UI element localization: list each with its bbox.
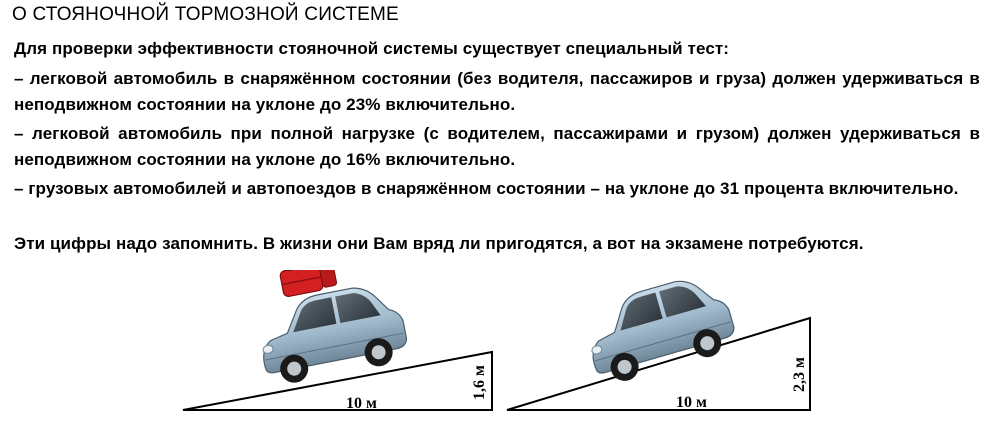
left-base-label: 10 м	[346, 395, 377, 412]
rule-car-unloaded: – легковой автомобиль в снаряжённом состоянии (без водителя, пассажиров и груза) должен удерживаться в неподвижном состоянии на уклоне до 23% включительно.	[14, 66, 980, 118]
left-height-label: 1,6 м	[471, 365, 488, 400]
slope-illustrations	[0, 270, 1000, 423]
page-title: О СТОЯНОЧНОЙ ТОРМОЗНОЙ СИСТЕМЕ	[12, 4, 399, 26]
rule-car-loaded: – легковой автомобиль при полной нагрузке (с водителем, пассажирами и грузом) должен удерживаться в неподвижном состоянии на уклоне до 16% включительно.	[14, 121, 980, 173]
car-loaded-icon	[247, 270, 411, 388]
memorize-note: Эти цифры надо запомнить. В жизни они Вам вряд ли пригодятся, а вот на экзамене потребуются.	[14, 231, 980, 257]
intro-paragraph: Для проверки эффективности стояночной системы существует специальный тест:	[14, 36, 980, 62]
right-base-label: 10 м	[676, 394, 707, 411]
right-height-label: 2,3 м	[791, 357, 808, 392]
rule-trucks: – грузовых автомобилей и автопоездов в снаряжённом состоянии – на уклоне до 31 процента включительно.	[14, 176, 980, 202]
